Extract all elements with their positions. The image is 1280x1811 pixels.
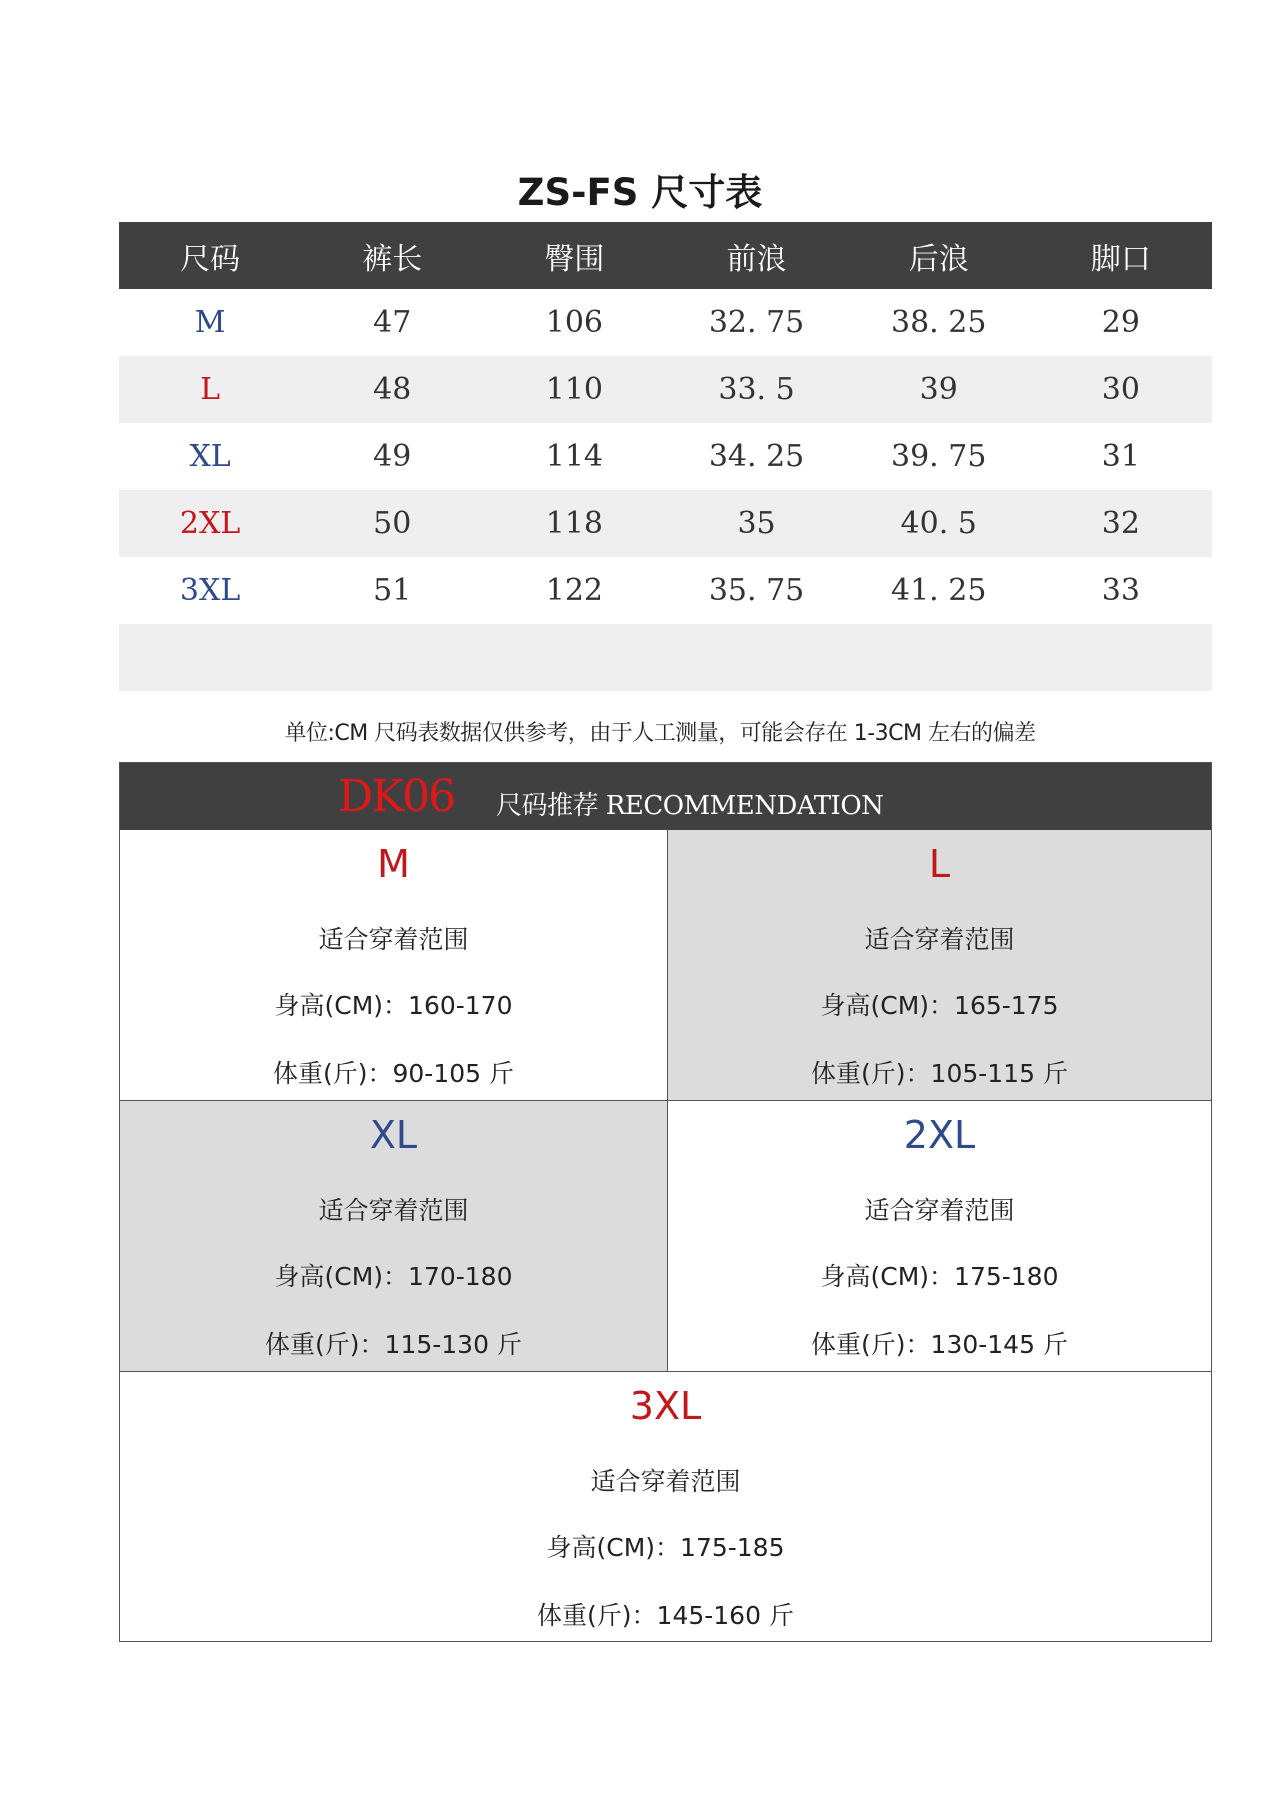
card-size: XL [369, 1113, 418, 1157]
card-range-label: 适合穿着范围 [864, 925, 1015, 954]
product-code: DK06 [338, 771, 455, 822]
card-size: 2XL [903, 1113, 976, 1157]
card-range-label: 适合穿着范围 [318, 1196, 469, 1225]
card-height: 身高(CM)：170-180 [274, 1262, 513, 1291]
size-cell: L [119, 356, 301, 423]
table-cell: 122 [545, 573, 604, 608]
measurement-note: 单位:CM 尺码表数据仅供参考，由于人工测量，可能会存在 1-3CM 左右的偏差 [284, 721, 1036, 746]
card-range-label: 适合穿着范围 [318, 925, 469, 954]
card-height: 身高(CM)：160-170 [274, 991, 513, 1020]
card-weight: 体重(斤)：115-130 斤 [265, 1330, 522, 1359]
recommendation-header [120, 763, 1211, 830]
table-cell: 34. 25 [708, 439, 805, 474]
card-size: L [928, 842, 951, 886]
table-cell: 35. 75 [708, 573, 805, 608]
table-row [119, 423, 1212, 490]
recommendation-panel [119, 762, 1212, 1642]
header-cell: 尺码 [119, 222, 301, 289]
header-cell: 裤长 [301, 222, 483, 289]
table-cell: 33. 5 [665, 356, 847, 423]
table-cell: 32 [1030, 490, 1212, 557]
card-height: 身高(CM)：165-175 [820, 991, 1059, 1020]
table-row-empty [119, 624, 1212, 691]
table-cell: 39 [848, 356, 1030, 423]
header-cell: 后浪 [848, 222, 1030, 289]
page-title: ZS-FS 尺寸表 [517, 171, 763, 214]
card-weight: 体重(斤)：90-105 斤 [272, 1059, 514, 1088]
recommendation-card [120, 830, 668, 1101]
card-height: 身高(CM)：175-180 [820, 1262, 1059, 1291]
table-header-row [119, 222, 1212, 289]
size-cell: 2XL [119, 490, 301, 557]
table-cell: 31 [1101, 439, 1140, 474]
card-weight: 体重(斤)：105-115 斤 [811, 1059, 1068, 1088]
table-cell: 48 [301, 356, 483, 423]
table-cell: 118 [483, 490, 665, 557]
size-cell: M [194, 305, 226, 340]
table-cell: 38. 25 [890, 305, 987, 340]
size-cell: 3XL [179, 573, 241, 608]
card-weight: 体重(斤)：130-145 斤 [811, 1330, 1068, 1359]
table-cell: 110 [483, 356, 665, 423]
table-cell: 35 [665, 490, 847, 557]
card-size: 3XL [629, 1384, 702, 1428]
table-cell: 39. 75 [890, 439, 987, 474]
recommendation-title: 尺码推荐 RECOMMENDATION [496, 791, 884, 821]
card-range-label: 适合穿着范围 [864, 1196, 1015, 1225]
table-cell: 30 [1030, 356, 1212, 423]
recommendation-card [120, 1101, 668, 1372]
table-cell: 33 [1101, 573, 1140, 608]
card-weight: 体重(斤)：145-160 斤 [537, 1601, 794, 1630]
card-size: M [377, 842, 410, 886]
recommendation-card [668, 830, 1211, 1101]
table-row [119, 356, 1212, 423]
header-cell: 臀围 [483, 222, 665, 289]
table-cell: 114 [545, 439, 604, 474]
header-cell: 脚口 [1030, 222, 1212, 289]
table-row [119, 490, 1212, 557]
table-cell: 41. 25 [890, 573, 987, 608]
table-cell: 47 [373, 305, 412, 340]
table-cell: 32. 75 [708, 305, 805, 340]
table-cell: 106 [545, 305, 604, 340]
table-cell: 49 [373, 439, 412, 474]
recommendation-card [120, 1372, 1211, 1641]
table-cell: 51 [373, 573, 412, 608]
size-chart-table [119, 222, 1212, 691]
header-cell: 前浪 [665, 222, 847, 289]
card-height: 身高(CM)：175-185 [546, 1533, 785, 1562]
size-cell: XL [189, 439, 231, 474]
card-range-label: 适合穿着范围 [590, 1467, 741, 1496]
table-row [119, 557, 1212, 624]
table-cell: 40. 5 [848, 490, 1030, 557]
table-cell: 50 [301, 490, 483, 557]
table-row [119, 289, 1212, 356]
recommendation-card [668, 1101, 1211, 1372]
table-cell: 29 [1101, 305, 1140, 340]
